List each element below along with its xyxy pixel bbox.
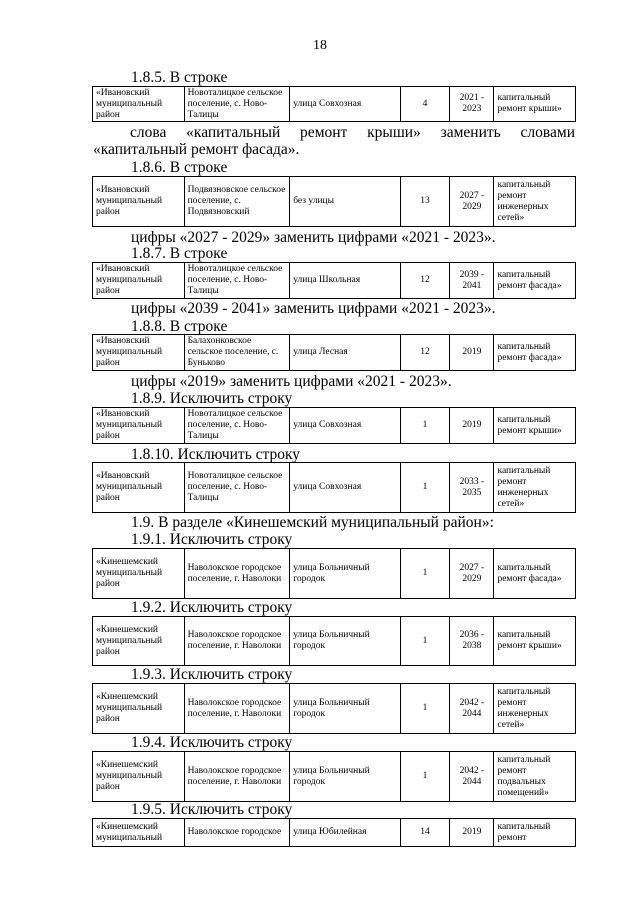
clause-heading-1-8-10: 1.8.10. Исключить строку [131,446,301,463]
cell-work-type: капитальный ремонт инженерных сетей» [494,177,576,227]
table-row-1-9-4 [92,751,576,802]
cell-work-type: капитальный ремонт фасада» [494,549,576,599]
cell-period: 2019 [450,408,494,444]
cell-street: улица Больничный городок [290,617,401,666]
cell-period: 2027 - 2029 [450,549,494,599]
cell-work-type: капитальный ремонт [494,819,576,847]
cell-settlement: Наволокское городское поселение, г. Наволоки [184,752,290,802]
cell-district: «Кинешемский муниципальный район [93,617,185,666]
clause-heading-1-9-3: 1.9.3. Исключить строку [131,666,293,683]
cell-district: «Ивановский муниципальный район [93,263,185,299]
cell-street: улица Совхозная [290,87,401,122]
cell-house: 1 [400,752,449,802]
cell-period: 2033 - 2035 [450,463,494,513]
cell-settlement: Новоталицкое сельское поселение, с. Ново-Талицы [184,463,290,513]
cell-district: «Кинешемский муниципальный район [93,549,185,599]
cell-district: «Ивановский муниципальный район [93,177,185,227]
cell-street: без улицы [290,177,401,227]
cell-house: 13 [400,177,449,227]
cell-house: 12 [400,335,449,371]
table-row-1-8-5 [92,86,576,122]
cell-settlement: Новоталицкое сельское поселение, с. Ново-Талицы [184,87,290,122]
cell-work-type: капитальный ремонт фасада» [494,335,576,371]
cell-settlement: Новоталицкое сельское поселение, с. Ново-Талицы [184,263,290,299]
amendment-text-1-8-5 [93,124,575,158]
cell-settlement: Наволокское городское поселение, г. Наволоки [184,617,290,666]
table-row-1-8-9 [92,407,576,444]
cell-settlement: Наволокское городское поселение, г. Наволоки [184,684,290,734]
cell-district: «Ивановский муниципальный район [93,335,185,371]
cell-district: «Ивановский муниципальный район [93,463,185,513]
cell-house: 4 [400,87,449,122]
cell-street: улица Больничный городок [290,752,401,802]
cell-street: улица Совхозная [290,408,401,444]
cell-house: 12 [400,263,449,299]
cell-work-type: капитальный ремонт фасада» [494,263,576,299]
table-row-1-9-2 [92,616,576,666]
cell-house: 1 [400,463,449,513]
cell-period: 2039 - 2041 [450,263,494,299]
cell-house: 1 [400,617,449,666]
cell-period: 2021 - 2023 [450,87,494,122]
clause-heading-1-8-5: 1.8.5. В строке [131,69,228,86]
table-row-1-9-5 [92,818,576,847]
table-row-1-8-6 [92,176,576,227]
clause-heading-1-8-7: 1.8.7. В строке [131,245,228,262]
cell-street: улица Юбилейная [290,819,401,847]
clause-heading-1-9-2: 1.9.2. Исключить строку [131,599,293,616]
page-number: 18 [313,38,327,53]
cell-work-type: капитальный ремонт крыши» [494,617,576,666]
amendment-text-1-8-6: цифры «2027 - 2029» заменить цифрами «2021 - 2023». [131,229,496,246]
cell-settlement: Наволокское городское поселение, г. Наволоки [184,549,290,599]
cell-period: 2042 - 2044 [450,752,494,802]
clause-heading-1-8-8: 1.8.8. В строке [131,318,228,335]
table-row-1-8-7 [92,262,576,299]
cell-settlement: Балахонковское сельское поселение, с. Буньково [184,335,290,371]
amendment-text-1-8-8: цифры «2019» заменить цифрами «2021 - 2023». [131,373,452,390]
clause-heading-1-9-1: 1.9.1. Исключить строку [131,531,293,548]
cell-settlement: Наволокское городское [184,819,290,847]
cell-settlement: Новоталицкое сельское поселение, с. Ново-Талицы [184,408,290,444]
cell-period: 2036 - 2038 [450,617,494,666]
cell-period: 2019 [450,819,494,847]
clause-heading-1-9-4: 1.9.4. Исключить строку [131,734,293,751]
cell-district: «Ивановский муниципальный район [93,87,185,122]
cell-period: 2027 - 2029 [450,177,494,227]
cell-district: «Кинешемский муниципальный [93,819,185,847]
cell-house: 1 [400,549,449,599]
cell-street: улица Совхозная [290,463,401,513]
table-row-1-8-8 [92,334,576,371]
cell-house: 14 [400,819,449,847]
table-row-1-8-10 [92,462,576,513]
cell-work-type: капитальный ремонт инженерных сетей» [494,684,576,734]
amendment-text-1-8-7: цифры «2039 - 2041» заменить цифрами «2021 - 2023». [131,300,496,317]
cell-work-type: капитальный ремонт крыши» [494,408,576,444]
clause-heading-1-8-9: 1.8.9. Исключить строку [131,390,293,407]
cell-house: 1 [400,408,449,444]
cell-street: улица Больничный городок [290,684,401,734]
cell-street: улица Больничный городок [290,549,401,599]
section-heading-1-9: 1.9. В разделе «Кинешемский муниципальный район»: [131,514,494,531]
cell-street: улица Школьная [290,263,401,299]
cell-street: улица Лесная [290,335,401,371]
cell-house: 1 [400,684,449,734]
clause-heading-1-8-6: 1.8.6. В строке [131,159,228,176]
cell-district: «Кинешемский муниципальный район [93,752,185,802]
cell-district: «Кинешемский муниципальный район [93,684,185,734]
cell-period: 2019 [450,335,494,371]
amendment-line-1: слова «капитальный ремонт крыши» заменить словами [130,124,575,141]
table-row-1-9-1 [92,548,576,599]
cell-work-type: капитальный ремонт крыши» [494,87,576,122]
amendment-line-2: «капитальный ремонт фасада». [93,141,300,158]
cell-work-type: капитальный ремонт инженерных сетей» [494,463,576,513]
cell-settlement: Подвязновское сельское поселение, с. Подвязновский [184,177,290,227]
clause-heading-1-9-5: 1.9.5. Исключить строку [131,801,293,818]
cell-period: 2042 - 2044 [450,684,494,734]
cell-district: «Ивановский муниципальный район [93,408,185,444]
table-row-1-9-3 [92,683,576,734]
cell-work-type: капитальный ремонт подвальных помещений» [494,752,576,802]
